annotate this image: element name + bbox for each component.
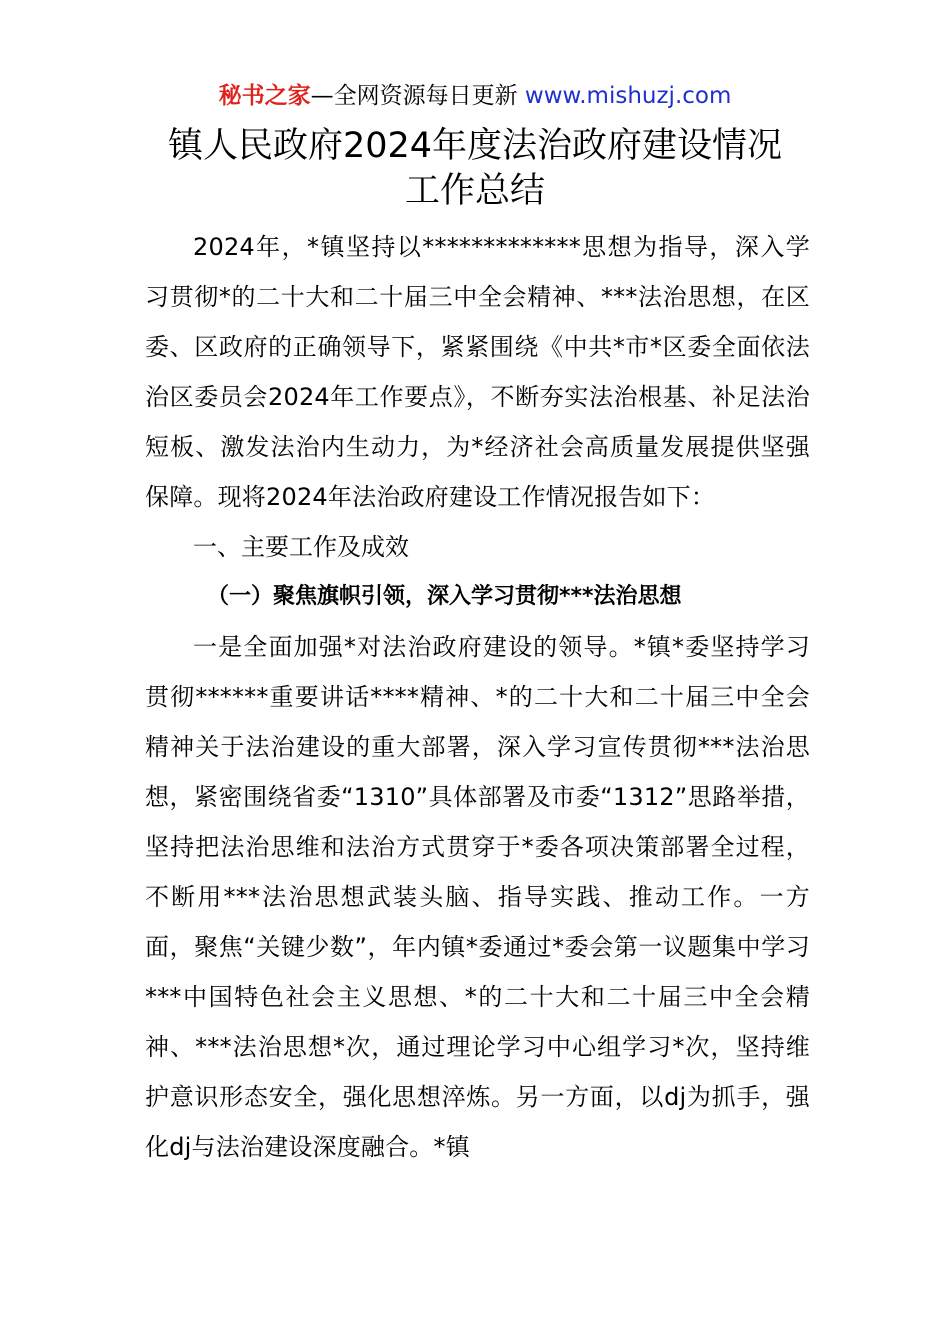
document-body (145, 222, 810, 1172)
site-tagline: —全网资源每日更新 (310, 83, 525, 109)
body-paragraph: 一是全面加强*对法治政府建设的领导。*镇*委坚持学习贯彻******重要讲话****精神、*的二十大和二十届三中全会精神关于法治建设的重大部署，深入学习宣传贯彻***法治思想，紧密围绕省委“1310”具体部署及市委“1312”思路举措，坚持把法治思维和法治方式贯穿于*委各项决策部署全过程，不断用***法治思想武装头脑、指导实践、推动工作。一方面，聚焦“关键少数”，年内镇*委通过*委会第一议题集中学习***中国特色社会主义思想、*的二十大和二十届三中全会精神、***法治思想*次，通过理论学习中心组学习*次，坚持维护意识形态安全，强化思想淬炼。另一方面，以dj为抓手，强化dj与法治建设深度融合。*镇 (145, 633, 810, 1161)
site-brand: 秘书之家 (218, 83, 311, 109)
document-title-line-2: 工作总结 (404, 171, 545, 211)
subsection-heading-1: （一）聚焦旗帜引领，深入学习贯彻***法治思想 (207, 584, 682, 609)
section-heading-1: 一、主要工作及成效 (193, 533, 409, 561)
document-title (0, 124, 950, 214)
document-title-line-1: 镇人民政府2024年度法治政府建设情况 (167, 126, 783, 166)
site-banner (0, 80, 950, 112)
site-url-link[interactable]: www.mishuzj.com (524, 83, 732, 109)
intro-paragraph: 2024年，*镇坚持以*************思想为指导，深入学习贯彻*的二十大和二十届三中全会精神、***法治思想，在区委、区政府的正确领导下，紧紧围绕《中共*市*区委全面依法治区委员会2024年工作要点》，不断夯实法治根基、补足法治短板、激发法治内生动力，为*经济社会高质量发展提供坚强保障。现将2024年法治政府建设工作情况报告如下： (145, 233, 810, 511)
